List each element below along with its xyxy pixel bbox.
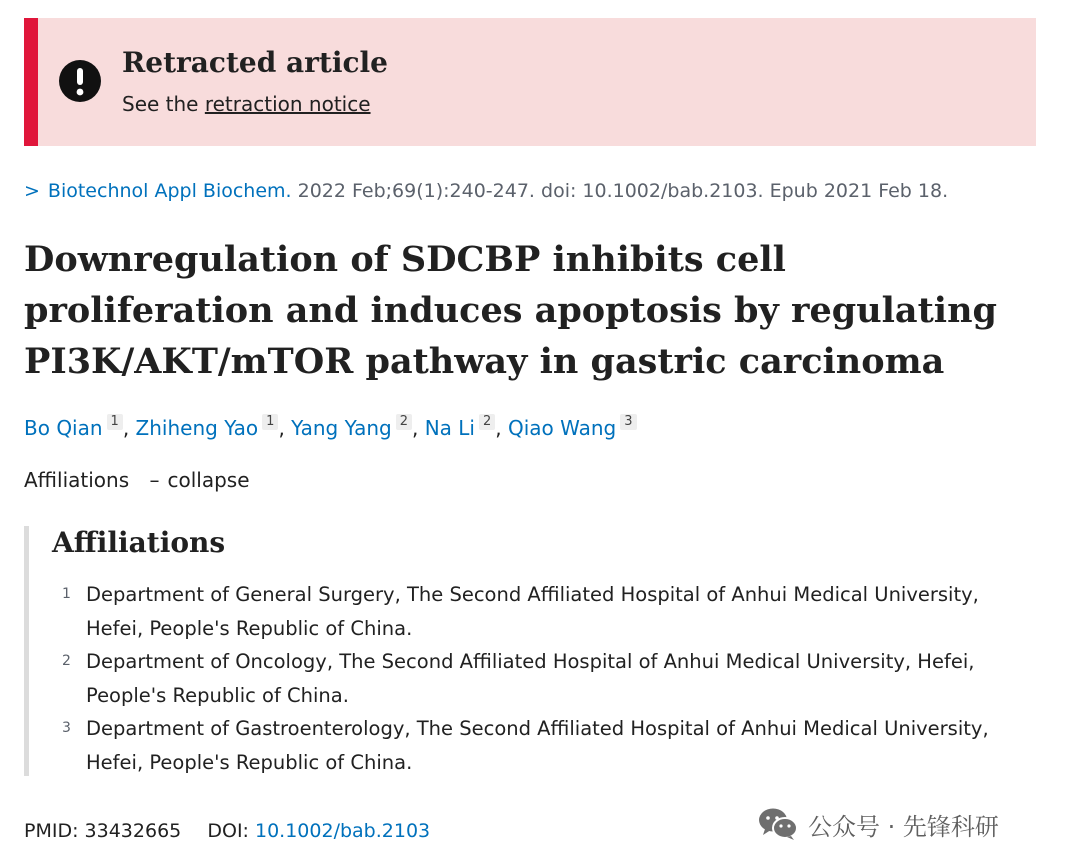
citation-details: 2022 Feb;69(1):240-247. doi: 10.1002/bab.2103. Epub 2021 Feb 18. [291, 180, 949, 202]
retraction-title: Retracted article [122, 46, 388, 79]
affiliation-ref-badge[interactable]: 1 [107, 414, 123, 430]
affiliation-item [29, 578, 1024, 645]
citation-line [24, 180, 948, 202]
affiliations-toggle-row [24, 468, 250, 492]
watermark [758, 806, 999, 842]
affiliation-text: Department of Oncology, The Second Affiliated Hospital of Anhui Medical University, Hefei, People's Republic of China. [86, 650, 975, 707]
author-separator: , [278, 416, 292, 440]
affiliations-list [29, 578, 1024, 779]
author-link[interactable]: Zhiheng Yao [135, 416, 259, 440]
affiliation-ref-badge[interactable]: 2 [396, 414, 412, 430]
affiliations-panel [24, 526, 1024, 776]
author-link[interactable]: Yang Yang [291, 416, 392, 440]
article-identifiers [24, 820, 430, 842]
affiliation-ref-badge[interactable]: 1 [262, 414, 278, 430]
affiliation-item [29, 712, 1024, 779]
chevron-right-icon[interactable]: > [24, 180, 40, 202]
exclamation-circle-icon [58, 59, 102, 103]
doi-link[interactable]: 10.1002/bab.2103 [255, 820, 431, 842]
author-link[interactable]: Bo Qian [24, 416, 103, 440]
affiliation-number: 1 [62, 586, 71, 602]
retraction-banner [24, 18, 1036, 146]
journal-link[interactable]: Biotechnol Appl Biochem. [47, 180, 292, 202]
pmid-value: 33432665 [84, 820, 182, 842]
collapse-label: collapse [167, 468, 250, 492]
affiliations-toggle-label: Affiliations [24, 468, 130, 492]
affiliation-number: 3 [62, 720, 71, 736]
pmid-label: PMID: [24, 820, 79, 842]
affiliation-number: 2 [62, 653, 71, 669]
doi-label: DOI: [207, 820, 249, 842]
retraction-line [122, 92, 371, 116]
retraction-prefix: See the [122, 92, 205, 116]
affiliation-item [29, 645, 1024, 712]
retraction-notice-link[interactable]: retraction notice [204, 92, 371, 116]
author-list [24, 414, 637, 440]
affiliation-ref-badge[interactable]: 2 [479, 414, 495, 430]
author-link[interactable]: Na Li [424, 416, 475, 440]
collapse-button[interactable] [149, 468, 249, 492]
watermark-text: 公众号 · 先锋科研 [808, 812, 999, 841]
minus-icon: – [149, 468, 160, 492]
affiliation-text: Department of Gastroenterology, The Second Affiliated Hospital of Anhui Medical University, Hefei, People's Republic of China. [86, 717, 989, 774]
affiliation-text: Department of General Surgery, The Second Affiliated Hospital of Anhui Medical University, Hefei, People's Republic of China. [86, 583, 979, 640]
author-separator: , [495, 416, 508, 440]
affiliation-ref-badge[interactable]: 3 [620, 414, 636, 430]
wechat-icon [758, 807, 798, 841]
article-title: Downregulation of SDCBP inhibits cell proliferation and induces apoptosis by regulating PI3K/AKT/mTOR pathway in gastric carcinoma [24, 239, 997, 382]
author-separator: , [411, 416, 425, 440]
author-separator: , [122, 416, 136, 440]
affiliations-heading: Affiliations [52, 526, 226, 559]
author-link[interactable]: Qiao Wang [507, 416, 617, 440]
